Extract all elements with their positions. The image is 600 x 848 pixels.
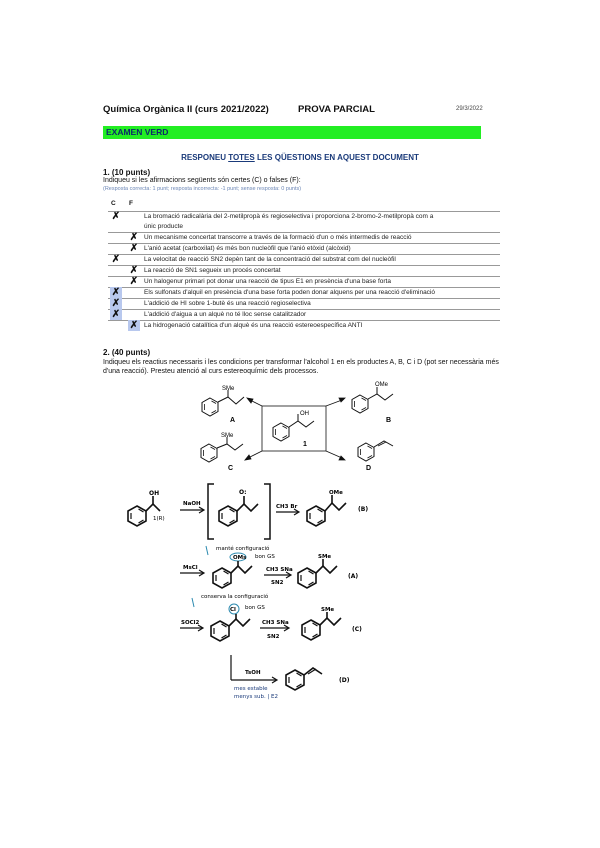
hw-label-d: (D) bbox=[339, 677, 350, 684]
hw-label-b: (B) bbox=[358, 506, 369, 513]
statement-text: Els sulfonats d'alquil en presència d'una base forta poden donar alquens per una reacció d'eliminació bbox=[144, 289, 435, 296]
hw-chloride bbox=[211, 614, 250, 641]
compound-1-box bbox=[262, 406, 326, 451]
statement-text: L'addició de HI sobre 1-butè és una reacció regioselectiva bbox=[144, 300, 311, 307]
compound-d bbox=[358, 441, 393, 461]
answer-mark-c[interactable]: ✗ bbox=[111, 287, 121, 298]
answer-mark-f[interactable]: ✗ bbox=[129, 320, 139, 331]
exam-title: PROVA PARCIAL bbox=[298, 104, 375, 115]
hw-reagent-c3: SN2 bbox=[267, 634, 280, 640]
hw-reagent-a1: MsCl bbox=[183, 565, 198, 571]
hw-reagent-a2: CH3 SNa bbox=[266, 567, 293, 573]
question2-subtitle: Indiqueu els reactius necessaris i les condicions per transformar l'alcohol 1 en els productes A, B, C i D (pot ser necessària més d'una reacció). Presteu atenció al curs estereoquímic dels processos. bbox=[103, 359, 499, 375]
statement-text: La bromació radicalària del 2-metilpropà és regioselectiva i proporciona 2-bromo-2-metilpropà com a bbox=[144, 213, 434, 220]
hw-reagent-c2: CH3 SNa bbox=[262, 620, 289, 626]
hw-intermediate-sub: O: bbox=[239, 489, 247, 496]
column-c-header: C bbox=[111, 200, 116, 207]
compound-a-sub: SMe bbox=[222, 386, 235, 392]
answer-mark-f[interactable]: ✗ bbox=[129, 232, 139, 243]
hw-reagent-b2: CH3 Br bbox=[276, 504, 298, 510]
statement-text: Un halogenur primari pot donar una reacció de tipus E1 en presència d'una base forta bbox=[144, 278, 391, 285]
hw-note-d2: menys sub. | E2 bbox=[234, 694, 279, 700]
compound-c-sub: SMe bbox=[221, 433, 234, 439]
label-c: C bbox=[228, 465, 234, 472]
instructions: RESPONEU TOTES LES QÜESTIONS EN AQUEST DOCUMENT bbox=[181, 153, 419, 162]
hw-arrow-d bbox=[231, 655, 277, 683]
answer-mark-c[interactable]: ✗ bbox=[111, 298, 121, 309]
hw-product-a-sub: SMe bbox=[318, 554, 332, 560]
question1-subtitle: Indiqueu si les afirmacions següents són certes (C) o falses (F): bbox=[103, 177, 301, 184]
answer-mark-f[interactable]: ✗ bbox=[129, 265, 139, 276]
hw-intermediate bbox=[219, 496, 258, 526]
hw-product-a bbox=[298, 559, 337, 588]
hw-note-a: manté configuració bbox=[216, 546, 270, 552]
hw-start-sub: OH bbox=[149, 490, 160, 497]
question1-note: (Resposta correcta: 1 punt; resposta incorrecta: -1 punt; sense resposta: 0 punts) bbox=[103, 186, 302, 192]
statement-text: La velocitat de reacció SN2 depèn tant de la concentració del substrat com del nucleòfil bbox=[144, 256, 396, 263]
hw-arrow-b1 bbox=[180, 507, 204, 513]
exam-date: 29/3/2022 bbox=[456, 106, 483, 112]
answer-mark-c[interactable]: ✗ bbox=[111, 254, 121, 265]
statement-text-cont: únic producte bbox=[144, 223, 184, 230]
exam-type-label: EXAMEN VERD bbox=[106, 127, 169, 137]
course-title: Química Orgànica II (curs 2021/2022) bbox=[103, 104, 269, 115]
label-d: D bbox=[366, 465, 372, 472]
hw-reagent-d: TsOH bbox=[245, 670, 261, 676]
label-b: B bbox=[386, 417, 392, 424]
hw-product-d bbox=[286, 668, 322, 690]
compound-1-sub: OH bbox=[300, 411, 309, 417]
question2-heading: 2. (40 punts) bbox=[103, 348, 151, 357]
answer-mark-f[interactable]: ✗ bbox=[129, 243, 139, 254]
compound-a bbox=[202, 390, 244, 416]
column-f-header: F bbox=[129, 200, 133, 207]
statement-text: L'addició d'aigua a un alquè no té lloc sense catalitzador bbox=[144, 311, 307, 318]
hw-note-d: mes estable bbox=[234, 686, 268, 692]
compound-b bbox=[352, 387, 393, 413]
hw-start-note: 1(R) bbox=[153, 516, 165, 522]
hw-product-c-sub: SMe bbox=[321, 607, 335, 613]
statement-text: L'anió acetat (carboxilat) és més bon nucleòfil que l'anió etòxid (alcòxid) bbox=[144, 245, 351, 252]
hw-reagent-b1: NaOH bbox=[183, 501, 201, 507]
label-a: A bbox=[230, 417, 236, 424]
hw-label-c: (C) bbox=[352, 626, 362, 633]
hw-reagent-a3: SN2 bbox=[271, 580, 284, 586]
statement-text: La hidrogenació catalítica d'un alquè és una reacció estereoespecífica ANTI bbox=[144, 322, 363, 329]
hw-note-c: conserva la configuració bbox=[201, 594, 269, 600]
answer-mark-c[interactable]: ✗ bbox=[111, 211, 121, 222]
statement-text: Un mecanisme concertat transcorre a través de la formació d'un o més intermedis de reacció bbox=[144, 234, 412, 241]
hw-mesylate bbox=[213, 561, 252, 588]
answer-mark-c[interactable]: ✗ bbox=[111, 309, 121, 320]
label-1: 1 bbox=[303, 441, 307, 448]
hw-product-b bbox=[307, 495, 346, 526]
hw-note-c2: bon GS bbox=[245, 605, 265, 611]
compound-1 bbox=[273, 414, 314, 441]
statement-text: La reacció de SN1 segueix un procés concertat bbox=[144, 267, 281, 274]
answer-mark-f[interactable]: ✗ bbox=[129, 276, 139, 287]
hw-reagent-c1: SOCl2 bbox=[181, 620, 200, 626]
hw-product-b-sub: OMe bbox=[329, 490, 343, 496]
question1-heading: 1. (10 punts) bbox=[103, 168, 151, 177]
compound-b-sub: OMe bbox=[375, 382, 389, 388]
hw-oms: OMs bbox=[233, 555, 247, 561]
hw-note-a2: bon GS bbox=[255, 554, 275, 560]
compound-c bbox=[201, 437, 243, 462]
hw-cl: Cl bbox=[230, 607, 236, 613]
hw-label-a: (A) bbox=[348, 573, 359, 580]
hw-product-c bbox=[302, 612, 341, 640]
